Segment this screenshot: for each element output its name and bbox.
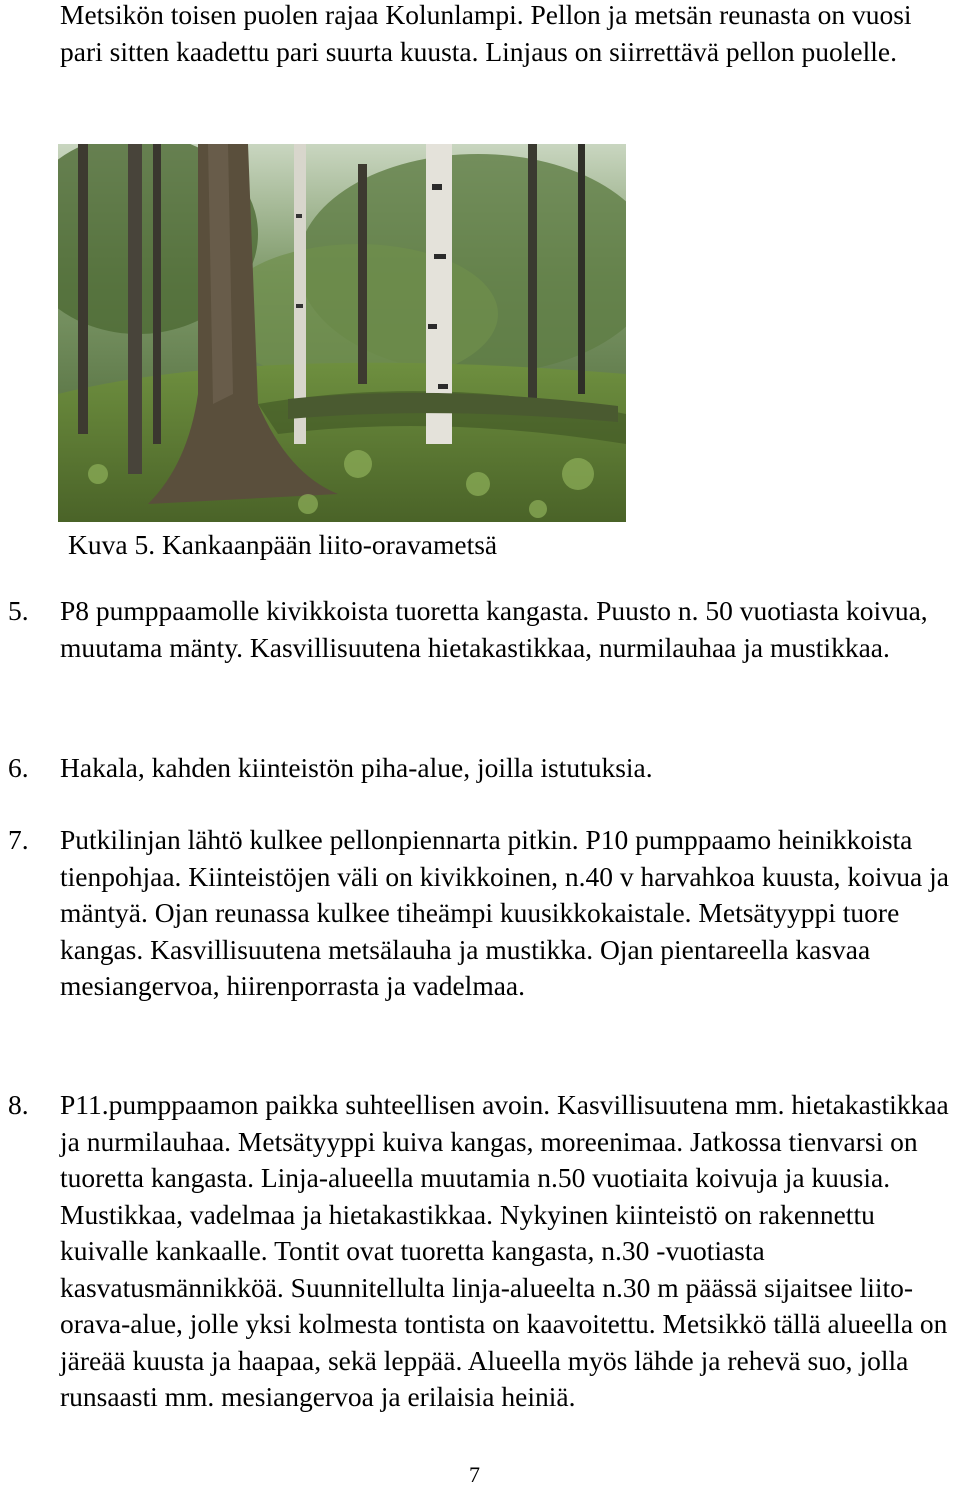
figure-caption: Kuva 5. Kankaanpään liito-oravametsä: [68, 529, 498, 560]
item-number: 6.: [8, 752, 29, 783]
item-number: 8.: [8, 1089, 29, 1120]
item-text: P8 pumppaamolle kivikkoista tuoretta kangasta. Puusto n. 50 vuotiasta koivua, muutama mänty. Kasvillisuutena hietakastikkaa, nurmilauhaa ja mustikkaa.: [60, 595, 928, 663]
forest-photo: [58, 144, 626, 522]
item-number: 7.: [8, 824, 29, 855]
intro-paragraph: Metsikön toisen puolen rajaa Kolunlampi. Pellon ja metsän reunasta on vuosi pari sitten kaadettu pari suurta kuusta. Linjaus on siirrettävä pellon puolelle.: [60, 0, 912, 67]
item-text: P11.pumppaamon paikka suhteellisen avoin. Kasvillisuutena mm. hietakastikkaa ja nurmilauhaa. Metsätyyppi kuiva kangas, moreenimaa. Jatkossa tienvarsi on tuoretta kangasta. Linja-alueella muutamia n.50 vuotiaita koivuja ja kuusia. Mustikkaa, vadelmaa ja hietakastikkaa. Nykyinen kiinteistö on rakennettu kuivalle kankaalle. Tontit ovat tuoretta kangasta, n.30 -vuotiasta kasvatusmännikköä. Suunnitellulta linja-alueelta n.30 m päässä sijaitsee liito-orava-alue, jolle yksi kolmesta tontista on kaavoitettu. Metsikkö tällä alueella on järeää kuusta ja haapaa, sekä leppää. Alueella myös lähde ja rehevä suo, jolla runsaasti mm. mesiangervoa ja erilaisia heiniä.: [60, 1089, 949, 1412]
page-number: 7: [469, 1462, 480, 1487]
item-number: 5.: [8, 595, 29, 626]
item-text: Putkilinjan lähtö kulkee pellonpiennarta pitkin. P10 pumppaamo heinikkoista tienpohjaa. Kiinteistöjen väli on kivikkoinen, n.40 v harvahkoa kuusta, koivua ja mäntyä. Ojan reunassa kulkee tiheämpi kuusikkokaistale. Metsätyyppi tuore kangas. Kasvillisuutena metsälauha ja mustikka. Ojan pientareella kasvaa mesiangervoa, hiirenporrasta ja vadelmaa.: [60, 824, 949, 1001]
item-text: Hakala, kahden kiinteistön piha-alue, joilla istutuksia.: [60, 752, 653, 783]
